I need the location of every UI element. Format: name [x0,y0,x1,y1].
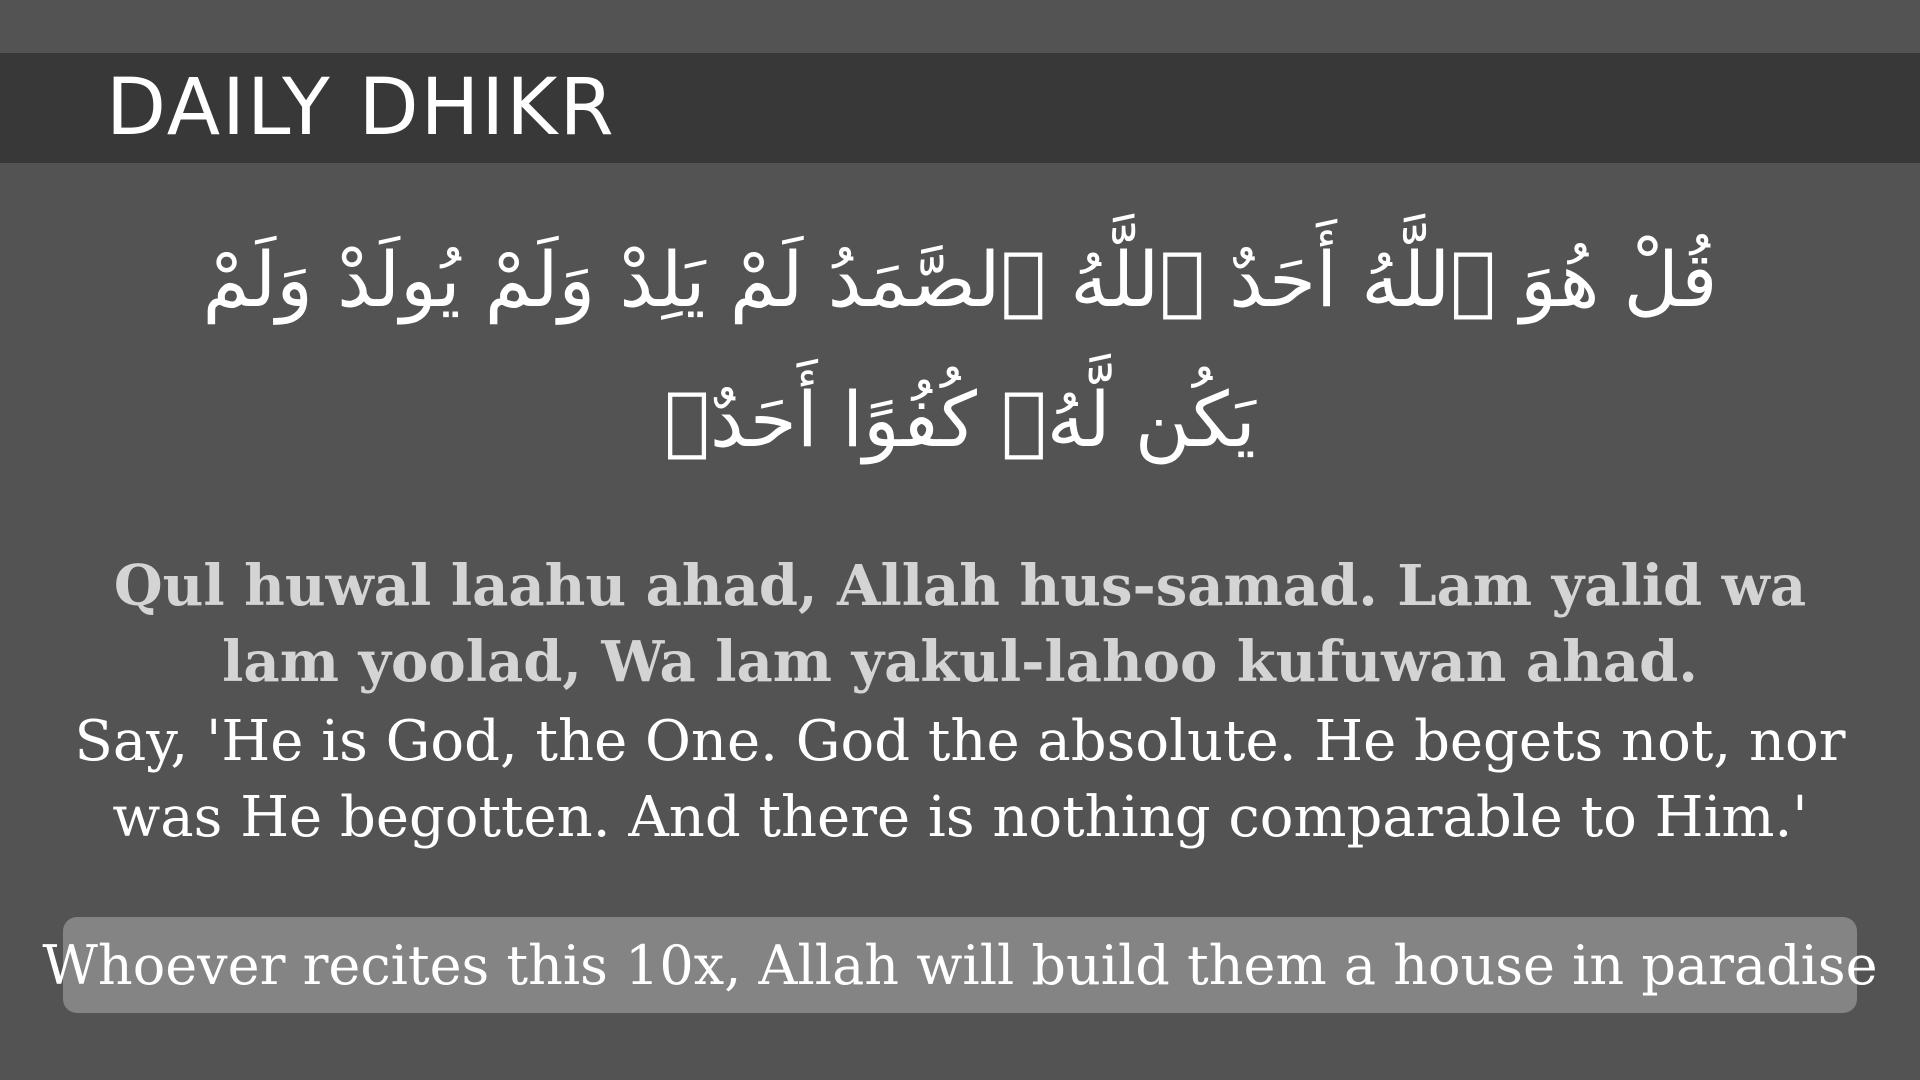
virtue-note-text: Whoever recites this 10x, Allah will build them a house in paradise [42,933,1878,997]
transliteration-text: Qul huwal laahu ahad, Allah hus-samad. Lam yalid wa lam yoolad, Wa lam yakul-lahoo kufuwan ahad. [113,553,1807,695]
page-title: DAILY DHIKR [106,63,616,153]
arabic-verse: قُلْ هُوَ ٱللَّهُ أَحَدٌ ٱللَّهُ ٱلصَّمَدُ لَمْ يَلِدْ وَلَمْ يُولَدْ وَلَمْ يَكُن لَّهُۥ كُفُوًا أَحَدٌۢ [202,235,1718,464]
translation-text: Say, 'He is God, the One. God the absolute. He begets not, nor was He begotten. And there is nothing comparable to Him.' [74,709,1846,850]
header-bar [0,53,1920,163]
virtue-note-box [42,917,1878,1013]
